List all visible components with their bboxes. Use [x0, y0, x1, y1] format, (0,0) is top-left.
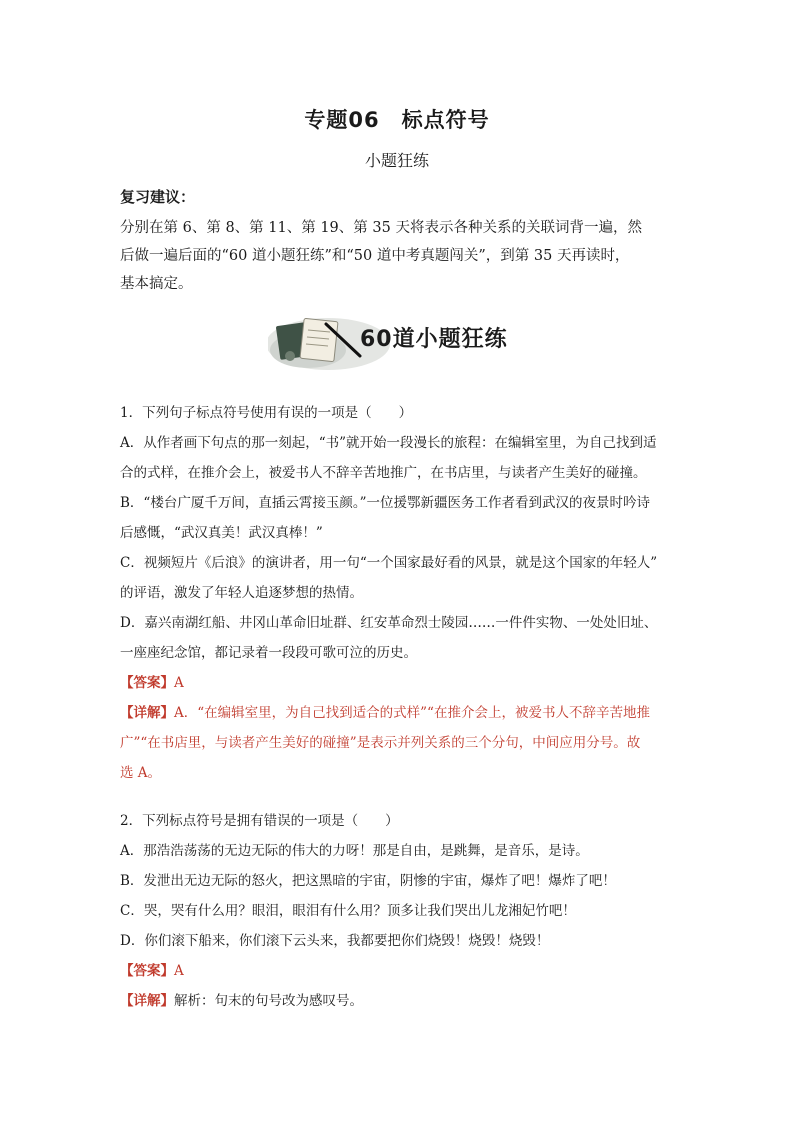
answer-tag: 【答案】	[120, 963, 174, 979]
detail-tag: 【详解】	[120, 993, 174, 1009]
detail-line: 广”“在书店里，与读者产生美好的碰撞”是表示并列关系的三个分句，中间应用分号。故	[120, 735, 641, 751]
question-stem: 1．下列句子标点符号使用有误的一项是（ ）	[120, 405, 413, 421]
option-line: D．你们滚下船来，你们滚下云头来，我都要把你们烧毁！烧毁！烧毁！	[120, 933, 550, 949]
advice-heading: 复习建议：	[120, 188, 196, 206]
option-line: 一座座纪念馆，都记录着一段段可歌可泣的历史。	[120, 645, 417, 661]
answer-value: A	[174, 963, 184, 979]
question-2	[120, 806, 690, 1016]
page-title: 专题06 标点符号	[304, 108, 490, 132]
page-subtitle: 小题狂练	[364, 151, 429, 170]
advice-line: 后做一遍后面的“60 道小题狂练”和“50 道中考真题闯关”，到第 35 天再读时，	[120, 248, 630, 264]
option-line: B．发泄出无边无际的怒火，把这黑暗的宇宙，阴惨的宇宙，爆炸了吧！爆炸了吧！	[120, 873, 616, 889]
option-line: 合的式样，在推介会上，被爱书人不辞辛苦地推广，在书店里，与读者产生美好的碰撞。	[120, 465, 647, 481]
question-stem: 2．下列标点符号是拥有错误的一项是（ ）	[120, 813, 399, 829]
section-banner	[268, 310, 530, 372]
answer-tag: 【答案】	[120, 675, 174, 691]
detail-text: A．“在编辑室里，为自己找到适合的式样”“在推介会上，被爱书人不辞辛苦地推	[174, 705, 650, 721]
advice-line: 分别在第 6、第 8、第 11、第 19、第 35 天将表示各种关系的关联词背一遍，然	[120, 220, 642, 236]
option-line: 后感慨，“武汉真美！武汉真棒！”	[120, 525, 323, 541]
answer-line	[120, 668, 690, 698]
option-line: C．哭，哭有什么用？眼泪，眼泪有什么用？顶多让我们哭出儿龙湘妃竹吧！	[120, 903, 576, 919]
option-line: A．那浩浩荡荡的无边无际的伟大的力呀！那是自由，是跳舞，是音乐，是诗。	[120, 843, 589, 859]
option-line: A．从作者画下句点的那一刻起，“书”就开始一段漫长的旅程：在编辑室里，为自己找到适	[120, 435, 657, 451]
option-line: 的评语，激发了年轻人追逐梦想的热情。	[120, 585, 363, 601]
advice-line: 基本搞定。	[120, 276, 193, 292]
banner-title: 60道小题狂练	[360, 327, 508, 352]
question-1	[120, 398, 690, 788]
detail-line	[120, 986, 690, 1016]
detail-line	[120, 698, 690, 728]
detail-tag: 【详解】	[120, 705, 174, 721]
detail-line: 选 A。	[120, 765, 162, 781]
detail-text: 解析：句末的句号改为感叹号。	[174, 993, 363, 1009]
option-line: B．“楼台广厦千万间，直插云霄接玉颜。”一位援鄂新疆医务工作者看到武汉的夜景时吟诗	[120, 495, 650, 511]
advice-paragraph	[120, 214, 690, 298]
option-line: C．视频短片《后浪》的演讲者，用一句“一个国家最好看的风景，就是这个国家的年轻人”	[120, 555, 658, 571]
option-line: D．嘉兴南湖红船、井冈山革命旧址群、红安革命烈士陵园……一件件实物、一处处旧址、	[120, 615, 658, 631]
answer-line	[120, 956, 690, 986]
answer-value: A	[174, 675, 184, 691]
